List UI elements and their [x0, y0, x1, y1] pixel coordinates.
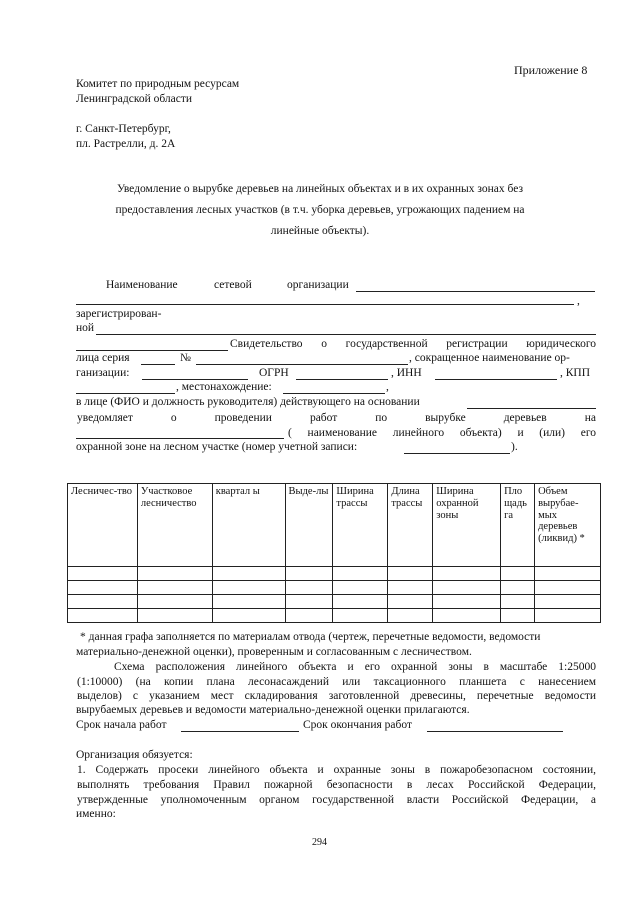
table-cell[interactable] [433, 567, 501, 581]
footnote-line-2: материально-денежной оценки), проверенным и согласованным с лесничеством. [76, 646, 472, 658]
header-forestry: Лесничес-тво [68, 484, 138, 567]
table-header-row [68, 484, 601, 567]
header-protection-zone-width: Ширина охранной зоны [433, 484, 501, 567]
table-row [68, 581, 601, 595]
table-cell[interactable] [68, 581, 138, 595]
table-cell[interactable] [285, 609, 333, 623]
org-label: ганизации: [76, 367, 130, 379]
table-cell[interactable] [212, 595, 285, 609]
end-date-label: Срок окончания работ [303, 719, 412, 731]
registered-label: зарегистрирован- [76, 308, 162, 320]
kpp-field[interactable] [76, 393, 175, 394]
location-field[interactable] [283, 393, 385, 394]
person-label: в лице (ФИО и должность руководителя) действующего на основании [76, 396, 420, 408]
table-cell[interactable] [433, 609, 501, 623]
kpp-label: , КПП [560, 367, 591, 379]
table-cell[interactable] [68, 595, 138, 609]
header-route-width: Ширина трассы [333, 484, 388, 567]
end-date-field[interactable] [427, 731, 563, 732]
obligation-1-line-4: именно: [76, 808, 116, 820]
table-cell[interactable] [137, 609, 212, 623]
obligations-heading: Организация обязуется: [76, 749, 193, 761]
title-line-1: Уведомление о вырубке деревьев на линейных объектах и в их охранных зонах без [116, 183, 524, 195]
table-row [68, 609, 601, 623]
table-cell[interactable] [212, 567, 285, 581]
inn-field[interactable] [435, 379, 557, 380]
zone-end: ). [511, 441, 518, 453]
address-street: пл. Растрелли, д. 2А [76, 138, 176, 150]
table-cell[interactable] [388, 609, 433, 623]
notify-word: деревьев [503, 412, 547, 424]
table-cell[interactable] [535, 609, 601, 623]
header-allotments: Выде-лы [285, 484, 333, 567]
org-word-3: организации [287, 279, 349, 291]
table-cell[interactable] [501, 609, 535, 623]
record-number-field[interactable] [404, 453, 510, 454]
ogrn-field[interactable] [296, 379, 388, 380]
table-cell[interactable] [433, 595, 501, 609]
addressee-line-2: Ленинградской области [76, 93, 193, 105]
table-cell[interactable] [212, 609, 285, 623]
start-date-field[interactable] [181, 731, 299, 732]
notify-word: на [584, 412, 596, 424]
short-name-label: , сокращенное наименование ор- [409, 352, 570, 364]
table-cell[interactable] [285, 595, 333, 609]
table-cell[interactable] [388, 581, 433, 595]
notify-line [77, 413, 596, 425]
table-cell[interactable] [535, 581, 601, 595]
table-row [68, 595, 601, 609]
notify-word: вырубке [425, 412, 466, 424]
basis-field[interactable] [467, 408, 596, 409]
table-cell[interactable] [388, 567, 433, 581]
table-cell[interactable] [333, 595, 388, 609]
number-sign: № [180, 352, 191, 364]
org-word-2: сетевой [214, 279, 252, 291]
comma: , [577, 295, 580, 307]
header-quarters: квартал ы [212, 484, 285, 567]
header-district-forestry: Участковое лесничество [137, 484, 212, 567]
org-name-field-continued[interactable] [76, 304, 574, 305]
start-date-label: Срок начала работ [76, 719, 167, 731]
series-label: лица серия [76, 352, 130, 364]
inn-label: , ИНН [391, 367, 422, 379]
obligation-1-line-3: утвержденные уполномоченным органом государственной власти Российской Федерации, а [77, 794, 596, 806]
table-cell[interactable] [501, 581, 535, 595]
notify-word: проведении [214, 412, 272, 424]
scheme-line-2: (1:10000) (на копии плана лесонасаждений или таксационного планшета с нанесением [77, 676, 596, 688]
page-number: 294 [312, 837, 327, 848]
series-field[interactable] [141, 364, 175, 365]
notify-word: работ [309, 412, 338, 424]
footnote-line-1: * данная графа заполняется по материалам отвода (чертеж, перечетные ведомости, ведомости [80, 631, 541, 643]
object-name-field[interactable] [76, 438, 284, 439]
title-line-2: предоставления лесных участков (в т.ч. уборка деревьев, угрожающих падением на [115, 204, 525, 216]
org-word-1: Наименование [106, 279, 178, 291]
short-name-field[interactable] [142, 379, 248, 380]
notify-word: уведомляет [77, 412, 133, 424]
appendix-label: Приложение 8 [514, 63, 588, 77]
title-line-3: линейные объекты). [270, 225, 370, 237]
table-cell[interactable] [333, 581, 388, 595]
ogrn-label: ОГРН [259, 367, 289, 379]
notify-word: о [170, 412, 177, 424]
registration-field[interactable] [96, 334, 596, 335]
scheme-line-3: выделов) с указанием мест складирования заготовленной древесины, перечетные ведомости [77, 690, 596, 702]
table-cell[interactable] [285, 581, 333, 595]
table-row [68, 567, 601, 581]
org-name-field[interactable] [356, 291, 595, 292]
certificate-text: Свидетельство о государственной регистрации юридического [230, 338, 596, 350]
registered-label-cont: ной [76, 322, 95, 334]
table-cell[interactable] [333, 567, 388, 581]
scheme-line-4: вырубаемых деревьев и ведомости материально-денежной оценки прилагаются. [76, 704, 470, 716]
table-cell[interactable] [433, 581, 501, 595]
object-name-label: ( наименование линейного объекта) и (или) его [288, 427, 596, 439]
address-city: г. Санкт-Петербург, [76, 123, 171, 135]
cutting-table [67, 483, 601, 623]
table-cell[interactable] [137, 595, 212, 609]
table-cell[interactable] [68, 609, 138, 623]
table-cell[interactable] [137, 581, 212, 595]
number-field[interactable] [196, 364, 408, 365]
table-cell[interactable] [333, 609, 388, 623]
table-cell[interactable] [212, 581, 285, 595]
table-cell[interactable] [68, 567, 138, 581]
table-cell[interactable] [501, 595, 535, 609]
table-cell[interactable] [137, 567, 212, 581]
header-volume: Объем вырубае-мых деревьев (ликвид) * [535, 484, 601, 567]
zone-label: охранной зоне на лесном участке (номер учетной записи: [76, 441, 358, 453]
registration-field-2[interactable] [76, 350, 228, 351]
notify-word: по [375, 412, 388, 424]
obligation-1-line-1: 1. Содержать просеки линейного объекта и охранные зоны в пожаробезопасном состоянии, [77, 764, 596, 776]
obligation-1-line-2: выполнять требования Правил пожарной безопасности в лесах Российской Федерации, [77, 779, 596, 791]
table-cell[interactable] [535, 595, 601, 609]
addressee-line-1: Комитет по природным ресурсам [76, 78, 240, 90]
table-cell[interactable] [501, 567, 535, 581]
table-cell[interactable] [285, 567, 333, 581]
table-cell[interactable] [535, 567, 601, 581]
scheme-line-1: Схема расположения линейного объекта и его охранной зоны в масштабе 1:25000 [114, 661, 596, 673]
comma-2: , [386, 381, 389, 393]
table-cell[interactable] [388, 595, 433, 609]
header-route-length: Длина трассы [388, 484, 433, 567]
location-label: , местонахождение: [176, 381, 272, 393]
header-area: Пло щадь га [501, 484, 535, 567]
